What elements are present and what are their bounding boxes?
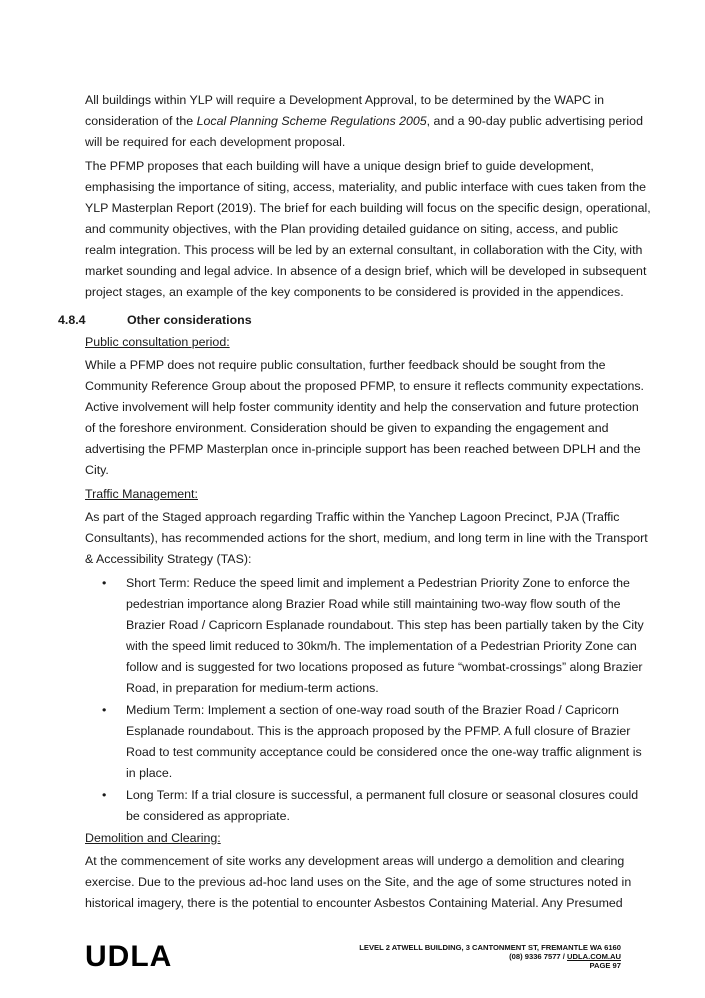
footer-address: LEVEL 2 ATWELL BUILDING, 3 CANTONMENT ST, FREMANTLE WA 6160 xyxy=(359,943,621,952)
list-item xyxy=(85,700,642,784)
text-line: Community Reference Group about the proposed PFMP, to ensure it reflects community expectations. xyxy=(85,379,644,393)
footer-phone: (08) 9336 7577 xyxy=(509,952,561,961)
udla-logo: UDLA xyxy=(85,940,173,973)
text-line: Esplanade roundabout. This is the approach proposed by the PFMP. A full closure of Brazier xyxy=(126,724,631,738)
list-item xyxy=(85,785,639,827)
subheading-public-consultation: Public consultation period: xyxy=(85,335,230,349)
footer-contact xyxy=(359,952,621,961)
section-title: Other considerations xyxy=(127,313,252,327)
text-line: emphasising the importance of siting, access, materiality, and public interface with cues taken from the xyxy=(85,180,647,194)
text: consideration of the xyxy=(85,114,197,128)
text-line: market sounding and legal advice. In absence of a design brief, which will be developed in subsequent xyxy=(85,264,647,278)
text-line: in place. xyxy=(126,766,173,780)
text-line: As part of the Staged approach regarding Traffic within the Yanchep Lagoon Precinct, PJA (Traffic xyxy=(85,510,620,524)
paragraph-design-brief xyxy=(85,156,651,303)
text-line: will be required for each development proposal. xyxy=(85,135,346,149)
text-line: advertising the PFMP Masterplan once in-principle support has been reached between DPLH and the xyxy=(85,442,641,456)
text-line: Active involvement will help foster community identity and help the conservation and future protection xyxy=(85,400,639,414)
text-line: Medium Term: Implement a section of one-way road south of the Brazier Road / Capricorn xyxy=(126,703,619,717)
text-line xyxy=(85,111,643,132)
paragraph-development-approval xyxy=(85,90,643,153)
paragraph-traffic xyxy=(85,507,648,570)
text-line: pedestrian importance along Brazier Road while still maintaining two-way flow south of the xyxy=(126,597,621,611)
text-line: historical imagery, there is the potential to encounter Asbestos Containing Material. Any Presumed xyxy=(85,896,623,910)
text-line: At the commencement of site works any development areas will undergo a demolition and clearing xyxy=(85,854,625,868)
text-line: City. xyxy=(85,463,109,477)
text-line: Long Term: If a trial closure is successful, a permanent full closure or seasonal closures could xyxy=(126,788,639,802)
text-line: Consultants), has recommended actions for the short, medium, and long term in line with the Transport xyxy=(85,531,648,545)
text-line: of the foreshore environment. Consideration should be given to expanding the engagement and xyxy=(85,421,609,435)
bullet-icon: • xyxy=(102,576,107,590)
regulation-title: Local Planning Scheme Regulations 2005 xyxy=(196,114,427,128)
text-line: Short Term: Reduce the speed limit and implement a Pedestrian Priority Zone to enforce the xyxy=(126,576,630,590)
text-line: project stages, an example of the key components to be considered is provided in the appendices. xyxy=(85,285,624,299)
section-number: 4.8.4 xyxy=(58,313,86,327)
text-line: and community objectives, with the Plan providing detailed guidance on siting, access, and public xyxy=(85,222,619,236)
text-line: The PFMP proposes that each building will have a unique design brief to guide development, xyxy=(85,159,594,173)
traffic-bullet-list xyxy=(85,573,644,827)
text-line: Road to test community acceptance could be considered once the one-way traffic alignment is xyxy=(126,745,642,759)
footer xyxy=(359,943,621,970)
page-body xyxy=(58,90,651,917)
text-line: with the speed limit reduced to 30km/h. The implementation of a Pedestrian Priority Zone can xyxy=(126,639,637,653)
page-number: PAGE 97 xyxy=(589,961,621,970)
bullet-icon: • xyxy=(102,703,107,717)
paragraph-demolition xyxy=(85,851,630,914)
bullet-icon: • xyxy=(102,788,107,802)
text-line: be considered as appropriate. xyxy=(126,809,290,823)
text-line: exercise. Due to the previous ad-hoc land uses on the Site, and the age of some structures noted in xyxy=(85,875,632,889)
section-heading xyxy=(58,310,630,331)
separator: / xyxy=(560,952,567,961)
text-line: Brazier Road / Capricorn Esplanade roundabout. This step has been partially taken by the City xyxy=(126,618,644,632)
text-line: YLP Masterplan Report (2019). The brief for each building will focus on the specific design, operational, xyxy=(85,201,651,215)
subheading-traffic-management: Traffic Management: xyxy=(85,487,198,501)
text-line: & Accessibility Strategy (TAS): xyxy=(85,552,252,566)
paragraph-public-consultation xyxy=(85,355,644,481)
text-line: Road, in preparation for medium-term actions. xyxy=(126,681,379,695)
text-line: follow and is suggested for two locations proposed as future “wombat-crossings” along Brazier xyxy=(126,660,643,674)
text-line: realm integration. This process will be led by an external consultant, in collaboration with the City, with xyxy=(85,243,643,257)
text: , and a 90-day public advertising period xyxy=(426,114,643,128)
website-link[interactable]: UDLA.COM.AU xyxy=(567,952,621,961)
list-item xyxy=(85,573,644,699)
text-line: While a PFMP does not require public consultation, further feedback should be sought from the xyxy=(85,358,606,372)
subheading-demolition: Demolition and Clearing: xyxy=(85,831,221,845)
text-line: All buildings within YLP will require a Development Approval, to be determined by the WAPC in xyxy=(85,93,605,107)
